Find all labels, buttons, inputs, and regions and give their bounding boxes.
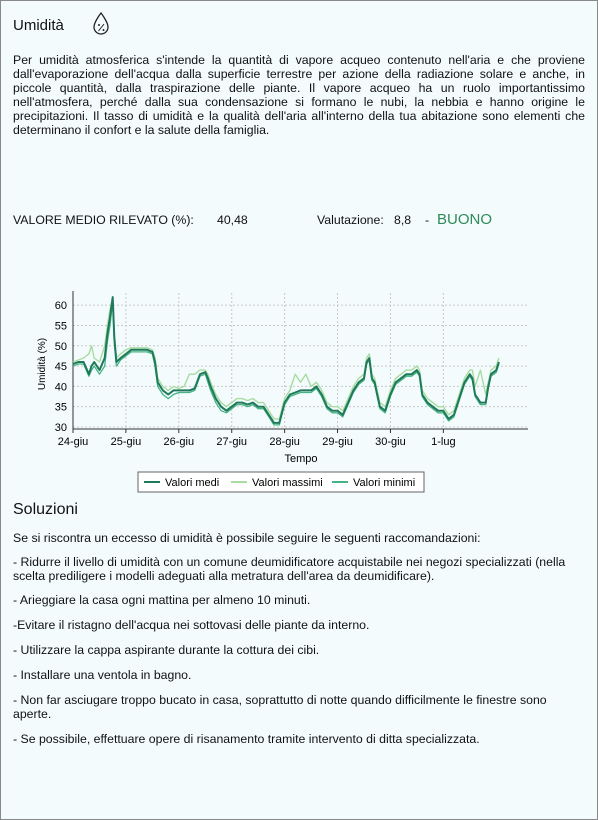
legend-label: Valori massimi — [252, 477, 323, 489]
solution-item: - Installare una ventola in bagno. — [13, 668, 192, 682]
solution-item: - Non far asciugare troppo bucato in casa, soprattutto di notte quando difficilmente le finestre sono aperte. — [13, 693, 547, 721]
rating-word: BUONO — [437, 211, 493, 228]
y-tick-label: 40 — [54, 381, 67, 394]
chart-legend — [138, 472, 424, 492]
y-axis-label: Umidità (%) — [37, 337, 48, 391]
x-tick-label: 28-giu — [269, 436, 300, 448]
x-tick-label: 25-giu — [110, 436, 142, 448]
x-tick-label: 29-giu — [322, 436, 353, 448]
solutions-title: Soluzioni — [13, 501, 78, 518]
solutions-list — [13, 531, 585, 746]
solutions-lead: Se si riscontra un eccesso di umidità è possibile seguire le seguenti raccomandazioni: — [13, 531, 481, 545]
humidity-chart — [1, 281, 598, 496]
x-tick-label: 26-giu — [163, 436, 195, 448]
x-tick-label: 30-giu — [375, 436, 406, 448]
solution-item: - Arieggiare la casa ogni mattina per almeno 10 minuti. — [13, 593, 311, 607]
y-axis — [55, 291, 73, 434]
x-axis-label: Tempo — [284, 453, 318, 465]
y-tick-label: 60 — [54, 300, 67, 313]
average-value: 40,48 — [217, 213, 248, 227]
rating-separator: - — [425, 213, 430, 227]
rating-label: Valutazione: — [317, 213, 384, 227]
chart-grid — [73, 293, 528, 429]
x-axis — [58, 429, 528, 448]
y-tick-label: 55 — [54, 320, 67, 333]
solution-item: - Ridurre il livello di umidità con un comune deumidificatore acquistabile nei negozi specializzati (nella scelta prediligere i modelli adeguati alla metratura dell'area da deumidificare). — [13, 555, 566, 583]
legend-label: Valori minimi — [353, 477, 416, 489]
y-tick-label: 45 — [54, 361, 67, 374]
x-tick-label: 27-giu — [216, 436, 248, 448]
y-tick-label: 50 — [54, 340, 67, 353]
legend-label: Valori medi — [165, 477, 220, 489]
solution-item: -Evitare il ristagno dell'acqua nei sottovasi delle piante da interno. — [13, 618, 370, 632]
x-tick-label: 24-giu — [57, 436, 89, 448]
chart-series — [73, 297, 499, 425]
intro-paragraph: Per umidità atmosferica s'intende la quantità di vapore acqueo contenuto nell'aria e che proviene dall'evaporazione dell'acqua dalla superficie terrestre per azione della radiazione solare e anche, in piccole quantità, dalla traspirazione delle piante. Il vapore acqueo ha un ruolo importantissimo nell'atmosfera, perché dalla sua condensazione si formano le nubi, la nebbia e hanno origine le precipitazioni. Il tasso di umidità e la qualità dell'aria all'interno della tua abitazione sono elementi che determinano il confort e la salute della famiglia. — [13, 53, 585, 137]
solution-item: - Se possibile, effettuare opere di risanamento tramite intervento di ditta specializzata. — [13, 732, 480, 746]
rating-score: 8,8 — [394, 213, 412, 227]
solution-item: - Utilizzare la cappa aspirante durante la cottura dei cibi. — [13, 643, 320, 657]
section-title: Umidità — [13, 17, 64, 34]
humidity-drop-icon — [91, 11, 111, 37]
y-tick-label: 30 — [54, 421, 67, 434]
y-tick-label: 35 — [54, 401, 67, 414]
x-tick-label: 1-lug — [431, 436, 456, 448]
average-label: VALORE MEDIO RILEVATO (%): — [13, 213, 194, 227]
